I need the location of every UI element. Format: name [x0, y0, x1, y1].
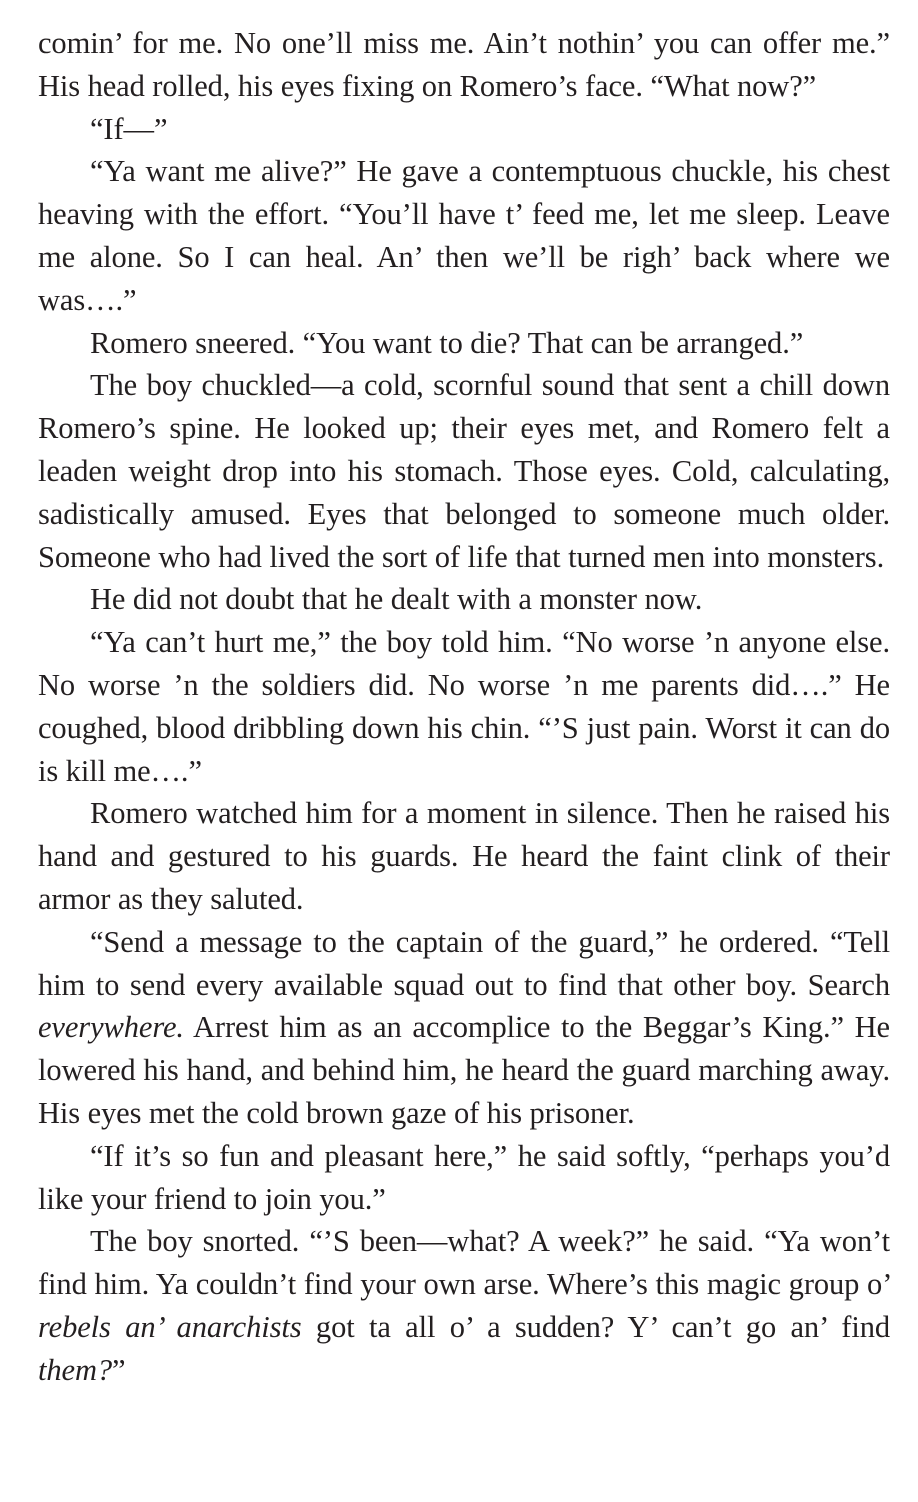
paragraph	[38, 322, 890, 365]
text-segment: comin’ for me. No one’ll miss me. Ain’t nothin’ you can offer me.” His head rolled, his eyes fixing on Romero’s face. “What now?”	[38, 26, 890, 103]
paragraph	[38, 1135, 890, 1221]
paragraph	[38, 921, 890, 1135]
text-segment: The boy chuckled—a cold, scornful sound that sent a chill down Romero’s spine. He looked up; their eyes met, and Romero felt a leaden weight drop into his stomach. Those eyes. Cold, calculating, sadistically amused. Eyes that belonged to someone much older. Someone who had lived the sort of life that turned men into monsters.	[38, 368, 890, 574]
text-segment: “Ya want me alive?” He gave a contemptuous chuckle, his chest heaving with the effort. “You’ll have t’ feed me, let me sleep. Leave me alone. So I can heal. An’ then we’ll be righ’ back where we was….”	[38, 154, 890, 317]
paragraph	[38, 578, 890, 621]
paragraph	[38, 108, 890, 151]
book-page	[38, 22, 890, 1392]
paragraph	[38, 150, 890, 321]
text-segment: “Send a message to the captain of the guard,” he ordered. “Tell him to send every available squad out to find that other boy. Search	[38, 924, 890, 1002]
text-segment: “If—”	[90, 111, 168, 146]
italic-text: everywhere.	[38, 1010, 184, 1045]
text-segment: Romero watched him for a moment in silence. Then he raised his hand and gestured to his guards. He heard the faint clink of their armor as they saluted.	[38, 796, 890, 916]
italic-text: them?	[38, 1352, 113, 1387]
paragraph	[38, 792, 890, 920]
paragraph	[38, 364, 890, 578]
text-segment: “Ya can’t hurt me,” the boy told him. “No worse ’n anyone else. No worse ’n the soldiers did. No worse ’n me parents did….” He coughed, blood dribbling down his chin. “’S just pain. Worst it can do is kill me….”	[38, 625, 890, 788]
paragraph	[38, 621, 890, 792]
text-segment: Romero sneered. “You want to die? That can be arranged.”	[90, 325, 804, 360]
text-segment: “If it’s so fun and pleasant here,” he said softly, “perhaps you’d like your friend to join you.”	[38, 1138, 890, 1216]
text-segment: got ta all o’ a sudden? Y’ can’t go an’ find	[301, 1309, 890, 1344]
paragraph	[38, 22, 890, 108]
text-segment: ”	[112, 1352, 126, 1387]
text-segment: The boy snorted. “’S been—what? A week?” he said. “Ya won’t find him. Ya couldn’t find your own arse. Where’s this magic group o’	[38, 1224, 890, 1302]
italic-text: rebels an’ anarchists	[38, 1309, 302, 1344]
text-segment: He did not doubt that he dealt with a monster now.	[90, 582, 703, 617]
paragraph	[38, 1220, 890, 1391]
text-segment: Arrest him as an accomplice to the Beggar’s King.” He lowered his hand, and behind him, he heard the guard marching away. His eyes met the cold brown gaze of his prisoner.	[38, 1010, 890, 1130]
